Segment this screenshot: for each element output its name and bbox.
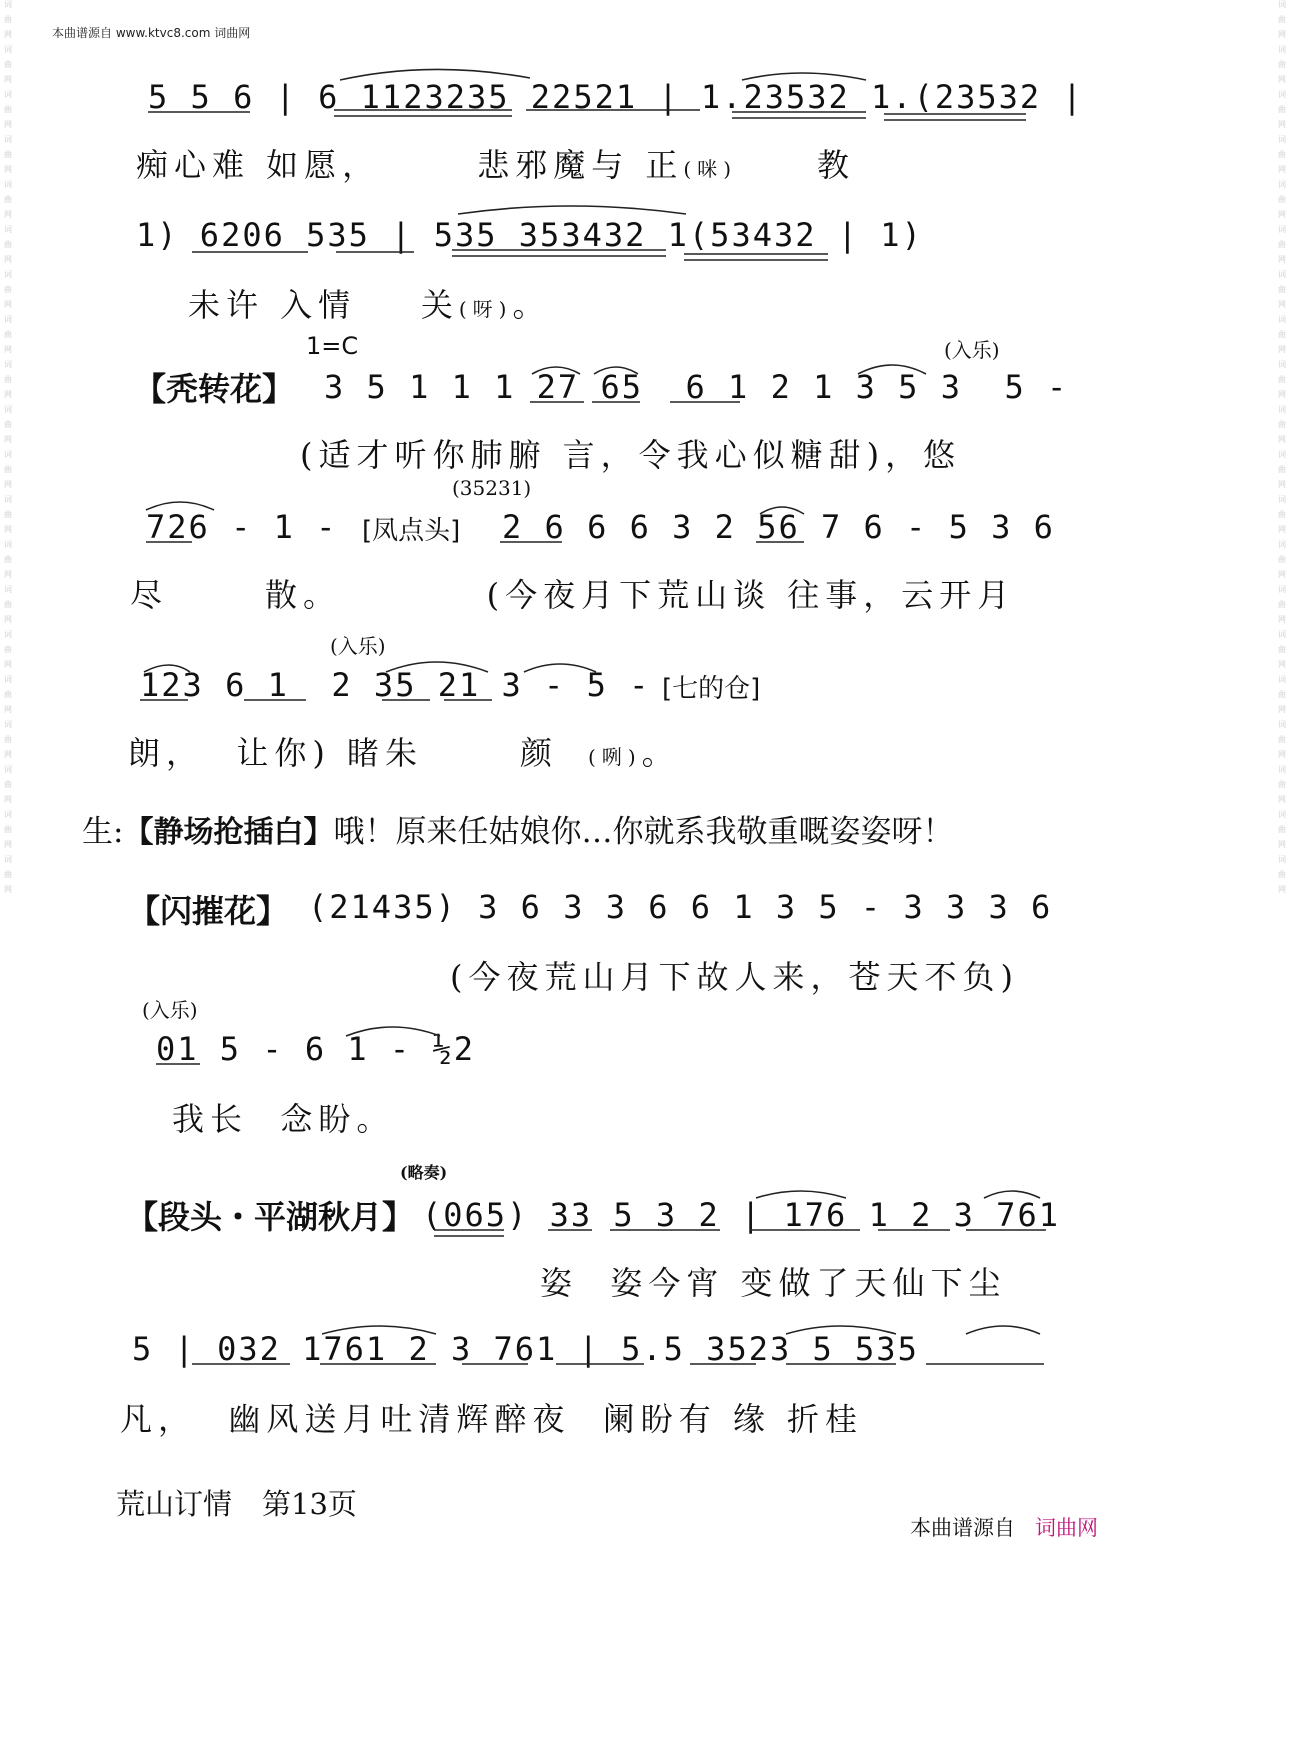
- watermark-glyph: 词: [4, 810, 12, 819]
- watermark-glyph: 曲: [1278, 195, 1286, 204]
- watermark-glyph: 曲: [1278, 870, 1286, 879]
- watermark-glyph: 网: [4, 435, 12, 444]
- watermark-glyph: 曲: [4, 60, 12, 69]
- watermark-glyph: 词: [4, 45, 12, 54]
- notation-row-2: 1) 6206 535 | 535 353432 1(53432 | 1): [136, 216, 923, 254]
- watermark-glyph: 网: [4, 795, 12, 804]
- ru-yue-annotation-2: (入乐): [330, 634, 386, 658]
- watermark-glyph: 网: [1278, 795, 1286, 804]
- spoken-line: 生:【静场抢插白】哦！原来任姑娘你…你就系我敬重嘅姿姿呀！: [82, 814, 954, 850]
- watermark-glyph: 曲: [4, 735, 12, 744]
- watermark-glyph: 曲: [4, 15, 12, 24]
- notation-row-1: 5 5 6 | 6 1123235 22521 | 1.23532 1.(23532 |: [148, 78, 1084, 116]
- key-signature: 1=C: [306, 332, 359, 360]
- watermark-glyph: 网: [1278, 885, 1286, 894]
- watermark-glyph: 曲: [1278, 420, 1286, 429]
- watermark-glyph: 词: [1278, 180, 1286, 189]
- watermark-glyph: 曲: [1278, 690, 1286, 699]
- watermark-glyph: 曲: [4, 600, 12, 609]
- watermark-glyph: 网: [1278, 75, 1286, 84]
- watermark-glyph: 网: [4, 885, 12, 894]
- watermark-glyph: 词: [4, 315, 12, 324]
- header-source-note: 本曲谱源自 www.ktvc8.com 词曲网: [52, 26, 251, 40]
- watermark-glyph: 网: [4, 705, 12, 714]
- lyrics-ping-hu-qiu-yue: 姿 姿今宵 变做了天仙下尘: [540, 1264, 1007, 1302]
- ru-yue-annotation-3: (入乐): [142, 998, 198, 1022]
- watermark-glyph: 词: [4, 180, 12, 189]
- lyrics-row-4: 尽 散。 (今夜月下荒山谈 往事，云开月: [130, 576, 1016, 614]
- watermark-glyph: 词: [4, 720, 12, 729]
- watermark-glyph: 曲: [4, 870, 12, 879]
- pickup-notes: (35231): [452, 476, 532, 500]
- notation-row-4b: 2 6 6 6 3 2 56 7 6 - 5 3 6: [502, 508, 1055, 546]
- watermark-glyph: 曲: [1278, 330, 1286, 339]
- watermark-glyph: 曲: [4, 420, 12, 429]
- watermark-glyph: 词: [1278, 675, 1286, 684]
- watermark-glyph: 网: [1278, 345, 1286, 354]
- watermark-glyph: 网: [1278, 255, 1286, 264]
- footer-title: 荒山订情 第13页: [116, 1487, 357, 1521]
- watermark-glyph: 网: [1278, 750, 1286, 759]
- watermark-glyph: 词: [4, 90, 12, 99]
- watermark-glyph: 词: [1278, 540, 1286, 549]
- watermark-glyph: 网: [4, 390, 12, 399]
- watermark-glyph: 词: [4, 225, 12, 234]
- watermark-glyph: 曲: [4, 465, 12, 474]
- feng-dian-tou-bracket: [凤点头]: [362, 516, 461, 546]
- watermark-glyph: 网: [4, 255, 12, 264]
- watermark-glyph: 词: [4, 495, 12, 504]
- notation-ping-hu-qiu-yue: (065) 33 5 3 2 | 176 1 2 3 761: [422, 1196, 1060, 1234]
- watermark-glyph: 网: [1278, 390, 1286, 399]
- watermark-glyph: 曲: [1278, 510, 1286, 519]
- watermark-glyph: 词: [1278, 585, 1286, 594]
- watermark-glyph: 词: [4, 270, 12, 279]
- watermark-glyph: 词: [1278, 45, 1286, 54]
- qi-de-cang-bracket: [七的仓]: [662, 674, 761, 704]
- watermark-glyph: 词: [4, 135, 12, 144]
- watermark-glyph: 网: [4, 570, 12, 579]
- watermark-glyph: 词: [1278, 405, 1286, 414]
- watermark-glyph: 网: [4, 750, 12, 759]
- watermark-glyph: 词: [1278, 765, 1286, 774]
- ru-yue-annotation: (入乐): [944, 338, 1000, 362]
- watermark-glyph: 曲: [1278, 240, 1286, 249]
- watermark-glyph: 词: [1278, 495, 1286, 504]
- watermark-glyph: 曲: [1278, 555, 1286, 564]
- watermark-glyph: 网: [1278, 120, 1286, 129]
- watermark-glyph: 网: [4, 120, 12, 129]
- watermark-glyph: 曲: [1278, 105, 1286, 114]
- watermark-glyph: 词: [4, 360, 12, 369]
- watermark-glyph: 曲: [4, 150, 12, 159]
- watermark-glyph: 曲: [1278, 375, 1286, 384]
- watermark-glyph: 词: [4, 450, 12, 459]
- watermark-glyph: 曲: [4, 375, 12, 384]
- notation-tu-zhuan-hua: 3 5 1 1 1 27 65 6 1 2 1 3 5 3 5 -: [324, 368, 1069, 406]
- notation-row-10: 5 | 032 1761 2 3 761 | 5.5 3523 5 535: [132, 1330, 919, 1368]
- lyrics-row-2: 未许 入情 关(呀)。: [188, 286, 551, 324]
- watermark-glyph: 曲: [4, 330, 12, 339]
- watermark-glyph: 曲: [4, 285, 12, 294]
- watermark-glyph: 词: [1278, 90, 1286, 99]
- watermark-glyph: 网: [4, 30, 12, 39]
- notation-row-5: 123 6 1 2 35 21 3 - 5 -: [140, 666, 651, 704]
- watermark-glyph: 网: [1278, 570, 1286, 579]
- watermark-glyph: 网: [1278, 435, 1286, 444]
- watermark-glyph: 曲: [1278, 15, 1286, 24]
- watermark-glyph: 曲: [1278, 780, 1286, 789]
- watermark-glyph: 词: [4, 405, 12, 414]
- notation-shan-cui-hua: (21435) 3 6 3 3 6 6 1 3 5 - 3 3 3 6: [308, 888, 1053, 926]
- lyrics-row-1: 痴心难 如愿， 悲邪魔与 正(咪) 教: [136, 146, 856, 184]
- watermark-glyph: 网: [1278, 210, 1286, 219]
- watermark-glyph: 词: [1278, 450, 1286, 459]
- watermark-glyph: 词: [4, 765, 12, 774]
- watermark-glyph: 曲: [1278, 600, 1286, 609]
- watermark-glyph: 网: [1278, 840, 1286, 849]
- watermark-glyph: 曲: [1278, 645, 1286, 654]
- watermark-glyph: 网: [1278, 705, 1286, 714]
- watermark-glyph: 网: [1278, 615, 1286, 624]
- watermark-glyph: 曲: [1278, 150, 1286, 159]
- footer-source: 本曲谱源自 词曲网: [910, 1516, 1098, 1540]
- watermark-glyph: 网: [1278, 525, 1286, 534]
- watermark-glyph: 网: [1278, 480, 1286, 489]
- watermark-glyph: 曲: [4, 555, 12, 564]
- watermark-glyph: 词: [1278, 855, 1286, 864]
- watermark-glyph: 词: [1278, 810, 1286, 819]
- watermark-glyph: 曲: [4, 105, 12, 114]
- watermark-glyph: 曲: [1278, 465, 1286, 474]
- watermark-glyph: 词: [4, 630, 12, 639]
- watermark-glyph: 曲: [4, 825, 12, 834]
- watermark-glyph: 词: [1278, 225, 1286, 234]
- watermark-glyph: 曲: [4, 240, 12, 249]
- watermark-glyph: 网: [4, 840, 12, 849]
- watermark-glyph: 网: [4, 300, 12, 309]
- watermark-glyph: 词: [1278, 720, 1286, 729]
- watermark-glyph: 曲: [1278, 825, 1286, 834]
- lyrics-row-5: 朗， 让你) 睹朱 颜 (咧)。: [128, 734, 680, 772]
- watermark-glyph: 词: [4, 540, 12, 549]
- watermark-glyph: 词: [1278, 0, 1286, 9]
- watermark-glyph: 网: [4, 525, 12, 534]
- lyrics-shan-cui-hua: (今夜荒山月下故人来，苍天不负): [450, 958, 1019, 996]
- watermark-glyph: 网: [4, 660, 12, 669]
- watermark-glyph: 网: [4, 75, 12, 84]
- lyrics-row-10: 凡， 幽风送月吐清辉醉夜 阑盼有 缘 折桂: [120, 1400, 864, 1438]
- watermark-glyph: 网: [4, 480, 12, 489]
- notation-row-4a: 726 - 1 -: [146, 508, 338, 546]
- watermark-glyph: 网: [4, 615, 12, 624]
- section-label-ping-hu-qiu-yue: 【段头・平湖秋月】: [126, 1198, 415, 1236]
- watermark-glyph: 曲: [1278, 735, 1286, 744]
- lue-zou-annotation: (略奏): [400, 1163, 448, 1182]
- lyrics-tu-zhuan-hua: (适才听你肺腑 言，令我心似糖甜)，悠: [300, 436, 962, 474]
- watermark-glyph: 网: [1278, 660, 1286, 669]
- watermark-glyph: 曲: [4, 780, 12, 789]
- watermark-glyph: 网: [1278, 300, 1286, 309]
- watermark-glyph: 网: [4, 210, 12, 219]
- watermark-glyph: 词: [1278, 315, 1286, 324]
- watermark-glyph: 网: [1278, 30, 1286, 39]
- watermark-glyph: 词: [1278, 270, 1286, 279]
- watermark-glyph: 词: [4, 675, 12, 684]
- watermark-glyph: 网: [4, 165, 12, 174]
- watermark-glyph: 曲: [1278, 285, 1286, 294]
- watermark-glyph: 词: [1278, 360, 1286, 369]
- watermark-glyph: 词: [4, 585, 12, 594]
- lyrics-row-8: 我长 念盼。: [172, 1100, 395, 1138]
- watermark-glyph: 网: [4, 345, 12, 354]
- section-label-tu-zhuan-hua: 【秃转花】: [134, 370, 295, 408]
- notation-row-8: 01 5 - 6 1 - ½2: [156, 1030, 475, 1068]
- watermark-glyph: 词: [4, 0, 12, 9]
- watermark-glyph: 曲: [4, 690, 12, 699]
- watermark-glyph: 词: [4, 855, 12, 864]
- watermark-glyph: 词: [1278, 630, 1286, 639]
- watermark-glyph: 曲: [4, 510, 12, 519]
- section-label-shan-cui-hua: 【闪摧花】: [128, 892, 289, 930]
- watermark-glyph: 曲: [1278, 60, 1286, 69]
- watermark-glyph: 词: [1278, 135, 1286, 144]
- watermark-glyph: 曲: [4, 645, 12, 654]
- watermark-glyph: 曲: [4, 195, 12, 204]
- watermark-glyph: 网: [1278, 165, 1286, 174]
